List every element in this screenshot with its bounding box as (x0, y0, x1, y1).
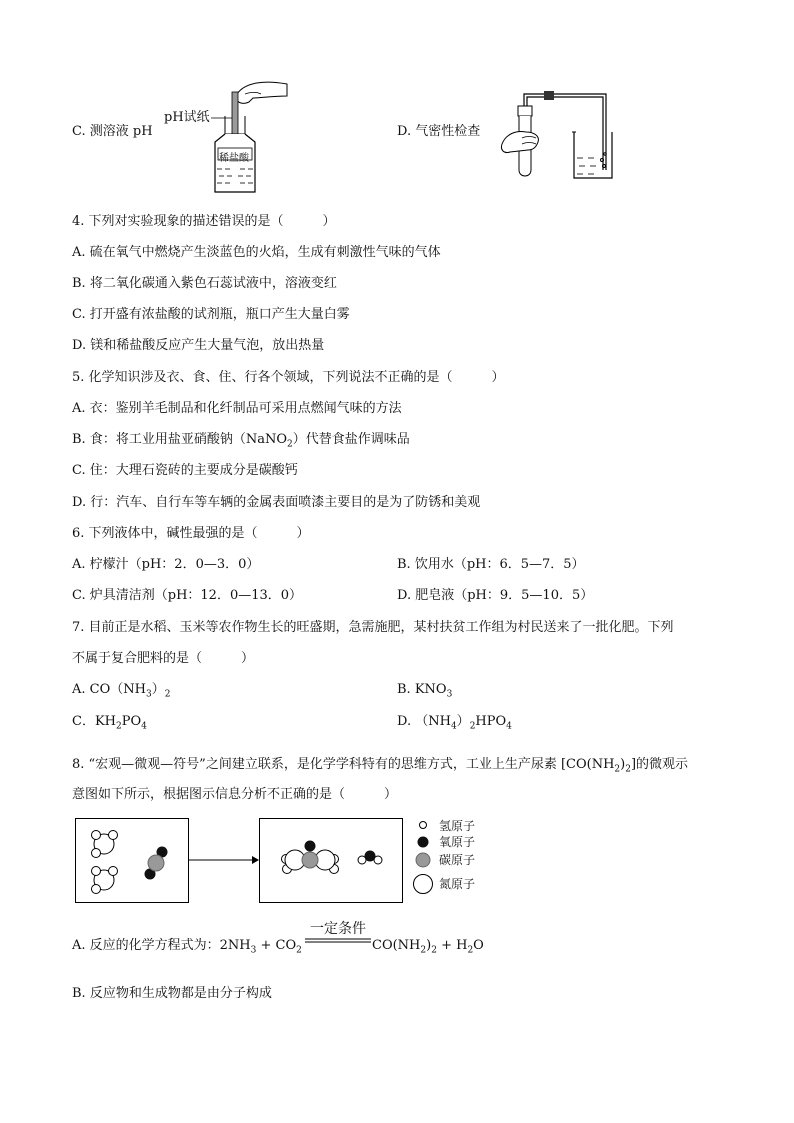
q6-option-c: C. 炉具清洁剂（pH：12．0—13．0） (72, 588, 303, 603)
q4-option-c: C. 打开盛有浓盐酸的试剂瓶，瓶口产生大量白雾 (72, 307, 350, 322)
q7-option-b: B. $KNO_3$ (397, 682, 453, 700)
q8-stem-line1: 8. “宏观—微观—符号”之间建立联系，是化学学科特有的思维方式，工业上生产尿素 $[CO(NH_2)_2]$的微观示 (72, 757, 689, 775)
q5-option-c: C. 住：大理石瓷砖的主要成分是碳酸钙 (72, 463, 298, 478)
q7-option-d: D. $(NH_4)_2HPO_4$ (397, 714, 512, 732)
legend-symbols (412, 818, 436, 898)
q6-option-b: B. 饮用水（pH：6．5—7．5） (397, 557, 585, 572)
q6-option-a: A. 柠檬汁（pH：2．0—3．0） (72, 557, 260, 572)
q8-stem-line2: 意图如下所示，根据图示信息分析不正确的是（ ） (72, 787, 398, 802)
equation-double-line (305, 938, 371, 944)
q7-option-a: A. $CO(NH_3)_2$ (72, 682, 171, 700)
q3-option-d: D. 气密性检查 (397, 124, 481, 139)
q5-stem: 5. 化学知识涉及衣、食、住、行各个领域，下列说法不正确的是（ ） (72, 370, 505, 385)
reactants-molecules (75, 818, 190, 904)
legend-oxygen: 氧原子 (439, 835, 476, 849)
q8-option-b: B. 反应物和生成物都是由分子构成 (72, 986, 272, 1001)
q7-stem-line1: 7. 目前正是水稻、玉米等农作物生长的旺盛期，急需施肥，某村扶贫工作组为村民送来了一批化肥。下列 (72, 620, 674, 635)
ph-paper-label: pH试纸 (164, 110, 210, 125)
q6-stem: 6. 下列液体中，碱性最强的是（ ） (72, 526, 310, 541)
bottle-label: 稀盐酸 (219, 153, 249, 164)
q5-option-b: B. 食：将工业用盐亚硝酸钠（NaNO$_2$）代替食盐作调味品 (72, 432, 410, 450)
q5-option-d: D. 行：汽车、自行车等车辆的金属表面喷漆主要目的是为了防锈和美观 (72, 495, 481, 510)
equation-lhs: $2NH_3 + CO_2$ (219, 938, 302, 956)
legend-hydrogen: 氢原子 (439, 819, 476, 833)
products-molecules (259, 818, 403, 904)
q8-option-a (72, 936, 302, 961)
q4-option-a: A. 硫在氧气中燃烧产生淡蓝色的火焰，生成有刺激性气味的气体 (72, 245, 441, 260)
q5-option-a: A. 衣：鉴别羊毛制品和化纤制品可采用点燃闻气味的方法 (72, 401, 402, 416)
q7-option-c: C．$KH_2PO_4$ (72, 714, 147, 732)
airtightness-illustration (488, 86, 618, 181)
q7-stem-line2: 不属于复合肥料的是（ ） (72, 651, 255, 666)
q3-option-c: C. 测溶液 pH (72, 124, 153, 139)
ph-test-illustration (205, 74, 290, 194)
q8-option-a-label: A. 反应的化学方程式为： (72, 938, 220, 953)
reaction-condition: 一定条件 (310, 921, 366, 937)
q6-option-d: D. 肥皂液（pH：9．5—10．5） (397, 588, 594, 603)
legend-nitrogen: 氮原子 (439, 877, 476, 891)
equation-rhs: $CO(NH_2)_2 + H_2O$ (372, 938, 484, 956)
q4-option-d: D. 镁和稀盐酸反应产生大量气泡，放出热量 (72, 338, 325, 353)
legend-carbon: 碳原子 (439, 853, 476, 867)
q4-option-b: B. 将二氧化碳通入紫色石蕊试液中，溶液变红 (72, 276, 337, 291)
q4-stem: 4. 下列对实验现象的描述错误的是（ ） (72, 214, 336, 229)
reaction-arrow (188, 855, 260, 865)
